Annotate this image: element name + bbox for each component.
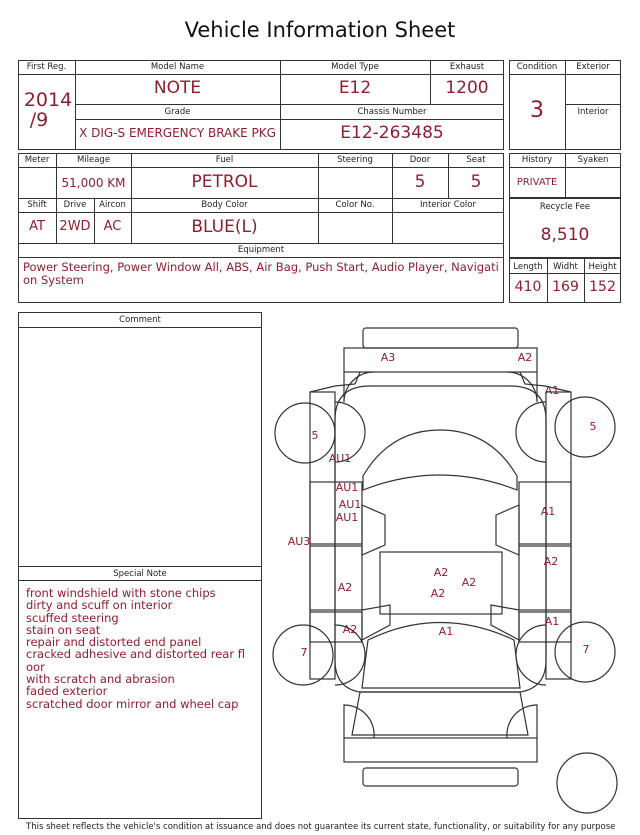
model-type-label: Model Type	[331, 62, 379, 72]
mark-center-1: A2	[433, 566, 449, 579]
mark-front-door-left: A2	[342, 623, 358, 636]
first-reg-month: /9	[29, 109, 49, 131]
condition-label: Condition	[516, 62, 558, 72]
shift-label: Shift	[27, 200, 47, 210]
mark-roof-left-2: AU1	[338, 498, 362, 511]
grade-label: Grade	[164, 107, 191, 117]
interior-color-label: Interior Color	[420, 200, 476, 210]
recycle-fee-value: 8,510	[540, 225, 590, 245]
chassis-label: Chassis Number	[357, 107, 427, 117]
equipment-label: Equipment	[237, 245, 285, 255]
aircon-value: AC	[103, 219, 122, 234]
recycle-fee-label: Recycle Fee	[539, 202, 591, 212]
special-note-line: dirty and scuff on interior	[26, 598, 173, 613]
width-value: 169	[552, 279, 579, 295]
model-name-value: NOTE	[153, 78, 202, 98]
mark-wheel-rear-right: 5	[589, 420, 597, 433]
disclaimer-footer: This sheet reflects the vehicle's condition at issuance and does not guarantee its current state, functionality, or suitability for any purpose	[26, 822, 616, 832]
mark-front-fender-right: A1	[544, 615, 560, 628]
fuel-value: PETROL	[191, 172, 258, 192]
mark-center-2: A2	[461, 576, 477, 589]
special-note-line: cracked adhesive and distorted rear floor	[26, 647, 245, 674]
interior-label: Interior	[577, 107, 609, 117]
special-note-line: scuffed steering	[26, 610, 119, 625]
condition-value: 3	[530, 98, 544, 123]
mark-hood: A1	[438, 625, 454, 638]
seat-label: Seat	[466, 155, 486, 165]
mark-rear-bumper-left: A3	[380, 351, 396, 364]
shift-value: AT	[29, 219, 45, 234]
comment-label: Comment	[119, 315, 161, 325]
mileage-label: Mileage	[76, 155, 111, 165]
chassis-value: E12-263485	[340, 123, 444, 143]
exhaust-value: 1200	[445, 78, 489, 98]
mark-rear-quarter-right: A1	[544, 384, 560, 397]
syaken-label: Syaken	[577, 155, 609, 165]
grade-value: X DIG-S EMERGENCY BRAKE PKG	[79, 126, 276, 140]
mark-wheel-front-left: 7	[300, 646, 308, 659]
special-note-value	[26, 587, 246, 710]
length-label: Length	[513, 262, 543, 272]
special-note-label: Special Note	[113, 569, 167, 579]
mark-front-door-right: A2	[543, 555, 559, 568]
meter-label: Meter	[24, 155, 50, 165]
mark-rear-quarter-left: AU1	[328, 452, 352, 465]
seat-value: 5	[470, 172, 482, 192]
drive-label: Drive	[63, 200, 87, 210]
special-note-line: scratched door mirror and wheel cap	[26, 696, 239, 711]
fuel-label: Fuel	[215, 155, 234, 165]
exterior-label: Exterior	[576, 62, 610, 72]
mark-pillar-left: AU3	[287, 535, 311, 548]
first-reg-year: 2014	[23, 89, 73, 111]
mileage-value: 51,000 KM	[61, 176, 126, 190]
mark-wheel-rear-left: 5	[311, 429, 319, 442]
mark-wheel-front-right: 7	[582, 643, 590, 656]
special-note-line: stain on seat	[26, 622, 101, 637]
page-title: Vehicle Information Sheet	[184, 18, 456, 42]
mark-rear-bumper-right: A2	[517, 351, 533, 364]
color-no-label: Color No.	[335, 200, 375, 210]
history-label: History	[521, 155, 553, 165]
drive-value: 2WD	[59, 219, 91, 234]
height-label: Height	[588, 262, 617, 272]
body-color-label: Body Color	[201, 200, 248, 210]
special-note-line: with scratch and abrasion	[26, 672, 175, 687]
body-color-value: BLUE(L)	[191, 217, 258, 237]
mark-roof-left-1: AU1	[335, 481, 359, 494]
first-reg-label: First Reg.	[26, 62, 67, 72]
height-value: 152	[589, 279, 616, 295]
width-label: Widht	[553, 262, 578, 272]
door-value: 5	[414, 172, 426, 192]
exhaust-label: Exhaust	[449, 62, 485, 72]
model-type-value: E12	[338, 78, 372, 98]
equipment-value: Power Steering, Power Window All, ABS, Air Bag, Push Start, Audio Player, Navigation System	[23, 260, 499, 287]
special-note-line: repair and distorted end panel	[26, 635, 202, 650]
mark-rear-door-left: A2	[337, 581, 353, 594]
model-name-label: Model Name	[150, 62, 205, 72]
mark-rear-door-right: A1	[540, 505, 556, 518]
aircon-label: Aircon	[99, 200, 126, 210]
history-value: PRIVATE	[516, 177, 558, 188]
length-value: 410	[514, 279, 542, 295]
steering-label: Steering	[337, 155, 373, 165]
special-note-line: front windshield with stone chips	[26, 586, 216, 600]
special-note-line: faded exterior	[26, 684, 108, 699]
mark-center-3: A2	[430, 587, 446, 600]
door-label: Door	[409, 155, 431, 165]
mark-roof-left-3: AU1	[335, 511, 359, 524]
